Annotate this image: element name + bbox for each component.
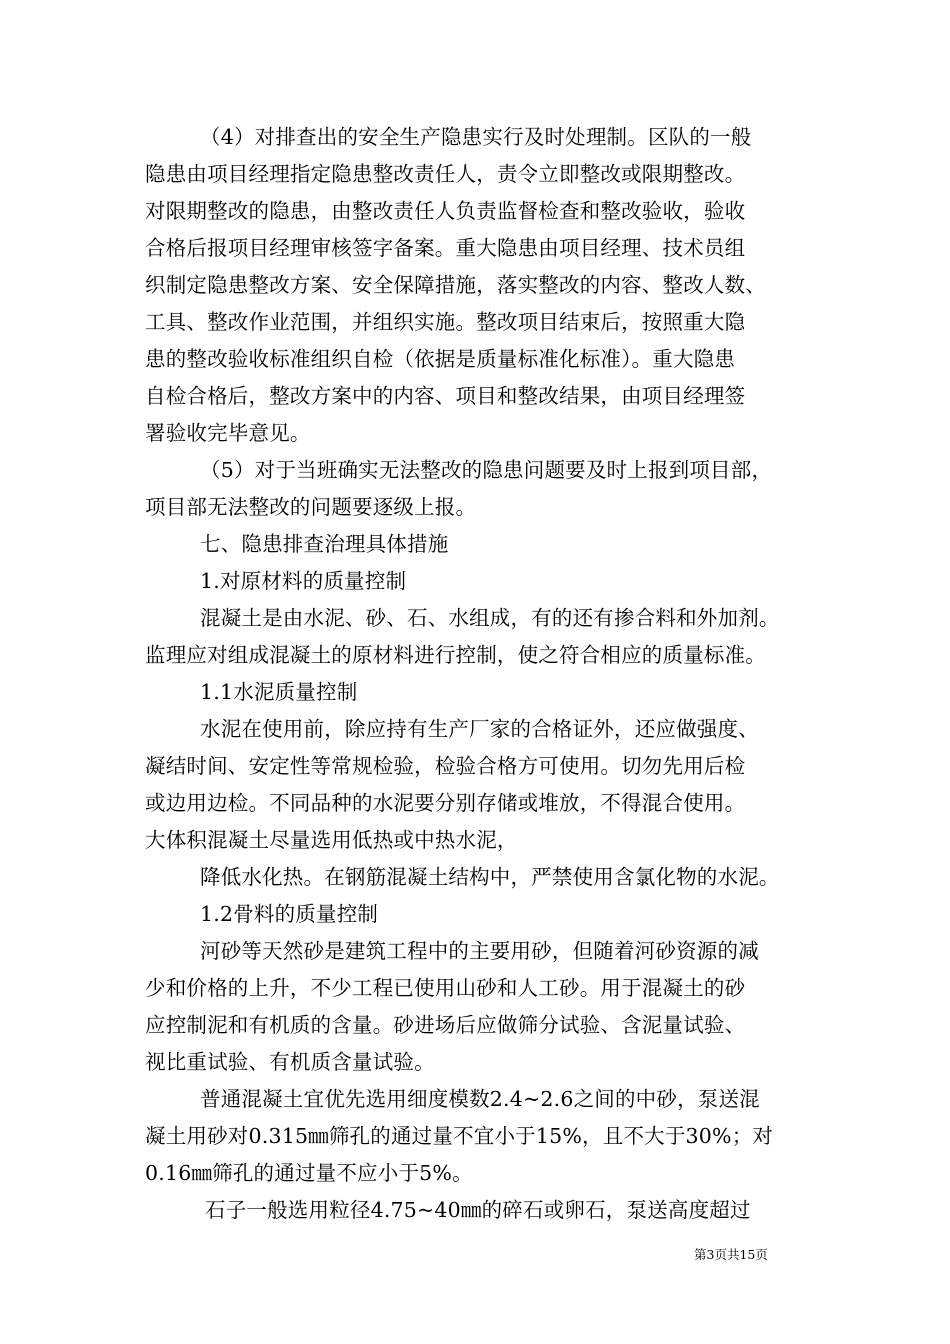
text-line: 河砂等天然砂是建筑工程中的主要用砂，但随着河砂资源的减: [200, 939, 759, 963]
text-line: 隐患由项目经理指定隐患整改责任人，责令立即整改或限期整改。: [145, 162, 746, 186]
text-line: （5）对于当班确实无法整改的隐患问题要及时上报到项目部，: [200, 458, 773, 482]
section-heading: 七、隐患排查治理具体措施: [200, 532, 449, 556]
text-line: （4）对排查出的安全生产隐患实行及时处理制。区队的一般: [200, 125, 752, 149]
text-line: 对限期整改的隐患，由整改责任人负责监督检查和整改验收，验收: [145, 199, 746, 223]
text-line: 0.16㎜筛孔的通过量不应小于5%。: [145, 1161, 473, 1185]
text-line: 水泥在使用前，除应持有生产厂家的合格证外，还应做强度、: [200, 717, 759, 741]
text-line: 自检合格后，整改方案中的内容、项目和整改结果，由项目经理签: [145, 384, 746, 408]
subsection-heading: 1.对原材料的质量控制: [200, 569, 407, 593]
text-line: 署验收完毕意见。: [145, 421, 311, 445]
text-line: 监理应对组成混凝土的原材料进行控制，使之符合相应的质量标准。: [145, 643, 766, 667]
text-line: 降低水化热。在钢筋混凝土结构中，严禁使用含氯化物的水泥。: [200, 865, 780, 889]
text-line: 凝土用砂对0.315㎜筛孔的通过量不宜小于15%，且不大于30%；对: [145, 1124, 774, 1148]
page-number-footer: 第3页共15页: [694, 1247, 768, 1262]
text-line: 大体积混凝土尽量选用低热或中热水泥，: [145, 828, 518, 852]
text-line: 视比重试验、有机质含量试验。: [145, 1050, 435, 1074]
text-line: 织制定隐患整改方案、安全保障措施，落实整改的内容、整改人数、: [145, 273, 766, 297]
text-line: 患的整改验收标准组织自检（依据是质量标准化标准）。重大隐患: [145, 347, 736, 371]
text-line: 石子一般选用粒径4.75~40㎜的碎石或卵石，泵送高度超过: [205, 1198, 751, 1222]
text-line: 少和价格的上升，不少工程已使用山砂和人工砂。用于混凝土的砂: [145, 976, 746, 1000]
text-line: 或边用边检。不同品种的水泥要分别存储或堆放，不得混合使用。: [145, 791, 746, 815]
text-line: 应控制泥和有机质的含量。砂进场后应做筛分试验、含泥量试验、: [145, 1013, 746, 1037]
text-line: 项目部无法整改的问题要逐级上报。: [145, 495, 477, 519]
text-line: 工具、整改作业范围，并组织实施。整改项目结束后，按照重大隐: [145, 310, 746, 334]
text-line: 凝结时间、安定性等常规检验，检验合格方可使用。切勿先用后检: [145, 754, 746, 778]
subsection-heading: 1.2骨料的质量控制: [200, 902, 379, 926]
text-line: 普通混凝土宜优先选用细度模数2.4~2.6之间的中砂，泵送混: [200, 1087, 760, 1111]
subsection-heading: 1.1水泥质量控制: [200, 680, 358, 704]
text-line: 合格后报项目经理审核签字备案。重大隐患由项目经理、技术员组: [145, 236, 746, 260]
text-line: 混凝土是由水泥、砂、石、水组成，有的还有掺合料和外加剂。: [200, 606, 780, 630]
